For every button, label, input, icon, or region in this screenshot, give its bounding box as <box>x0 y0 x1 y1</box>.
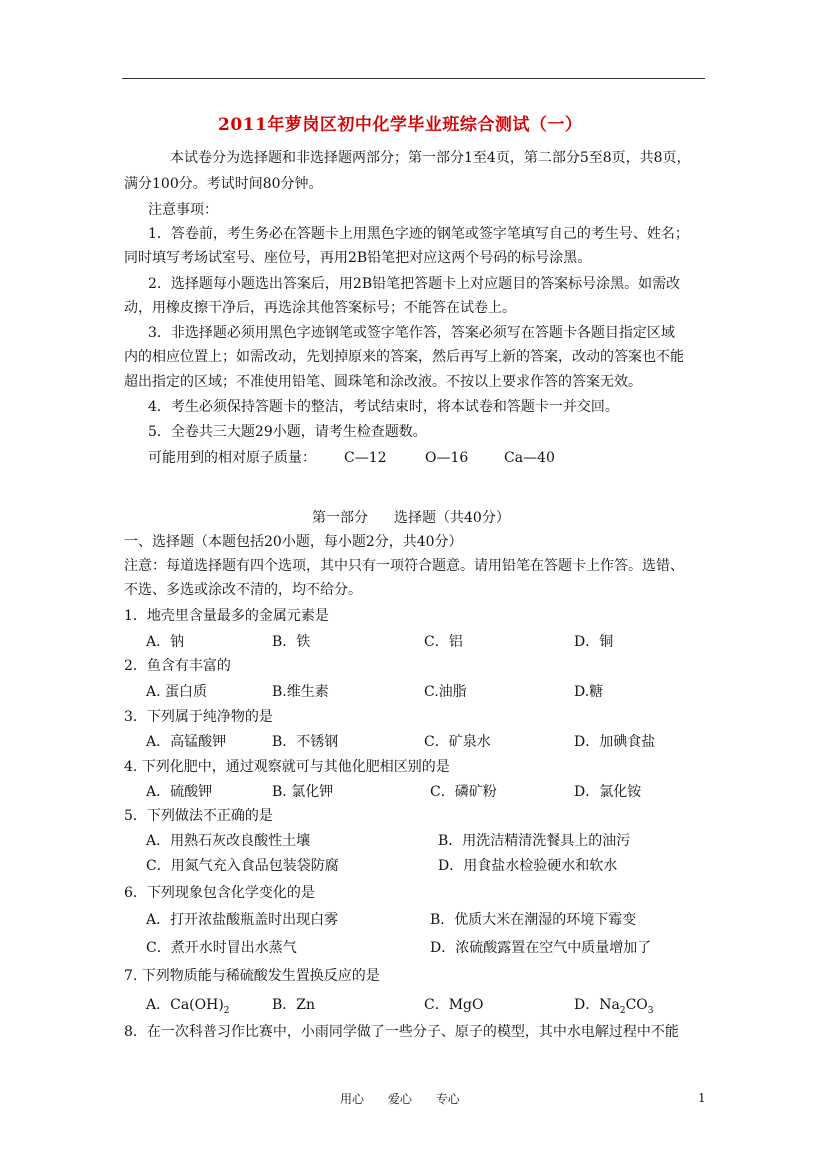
notice-line: 5．全卷共三大题29小题，请考生检查题数。 <box>148 424 427 440</box>
option-b: B．Zn <box>272 997 316 1013</box>
option-d: D．加碘食盐 <box>574 734 656 750</box>
atomic-mass-label: 可能用到的相对原子质量： <box>148 450 316 466</box>
notice-line: 2．选择题每小题选出答案后，用2B铅笔把答题卡上对应题目的答案标号涂黑。如需改 <box>148 276 681 292</box>
option-d: D．用食盐水检验硬水和软水 <box>438 858 618 874</box>
option-a: A．硫酸钾 <box>146 784 213 800</box>
option-c: C．MgO <box>424 997 484 1013</box>
footer-motto <box>340 1090 460 1107</box>
page-number: 1 <box>698 1091 706 1105</box>
option-c: C．用氮气充入食品包装袋防腐 <box>146 858 339 874</box>
subscript: 2 <box>619 1005 626 1016</box>
notice-line: 动，用橡皮擦干净后，再选涂其他答案标号；不能答在试卷上。 <box>124 300 516 316</box>
section-note: 注意：每道选择题有四个选项，其中只有一项符合题意。请用铅笔在答题卡上作答。选错、 <box>124 558 684 574</box>
notice-line: 1．答卷前，考生务必在答题卡上用黑色字迹的钢笔或签字笔填写自己的考生号、姓名； <box>148 226 689 242</box>
option-d-tail: CO <box>625 997 648 1013</box>
option-d: D．铜 <box>574 634 614 650</box>
question-stem: 2．鱼含有丰富的 <box>124 658 231 674</box>
section-heading: 一、选择题（本题包括20小题，每小题2分，共40分） <box>124 534 463 550</box>
notice-line: 同时填写考场试室号、座位号，再用2B铅笔把对应这两个号码的标号涂黑。 <box>124 250 592 266</box>
question-stem: 7. 下列物质能与稀硫酸发生置换反应的是 <box>124 968 380 984</box>
option-d: D．浓硫酸露置在空气中质量增加了 <box>430 940 652 956</box>
motto-word: 专心 <box>435 1092 460 1106</box>
option-c: C．铝 <box>424 634 463 650</box>
option-b: B．优质大米在潮湿的环境下霉变 <box>430 912 637 928</box>
exam-title: 2011年萝岗区初中化学毕业班综合测试（一） <box>218 115 583 135</box>
option-a: A．钠 <box>146 634 185 650</box>
subscript: 3 <box>647 1005 654 1016</box>
atomic-mass-value: Ca—40 <box>504 450 555 466</box>
option-a: A．打开浓盐酸瓶盖时出现白雾 <box>146 912 339 928</box>
option-b: B．用洗洁精清洗餐具上的油污 <box>438 833 631 849</box>
option-d: D.糖 <box>574 684 604 700</box>
option-a: A．用熟石灰改良酸性土壤 <box>146 833 311 849</box>
option-c: C．磷矿粉 <box>430 784 497 800</box>
intro-line-1: 本试卷分为选择题和非选择题两部分；第一部分1至4页，第二部分5至8页，共8页， <box>170 150 691 166</box>
question-stem: 3．下列属于纯净物的是 <box>124 709 273 725</box>
motto-word: 爱心 <box>387 1092 412 1106</box>
notice-line: 超出指定的区域；不准使用铅笔、圆珠笔和涂改液。不按以上要求作答的答案无效。 <box>124 374 642 390</box>
motto-word: 用心 <box>340 1092 365 1106</box>
part-label: 第一部分 <box>312 510 368 526</box>
question-stem: 4. 下列化肥中，通过观察就可与其他化肥相区别的是 <box>124 759 450 775</box>
notice-line: 3．非选择题必须用黑色字迹钢笔或签字笔作答，答案必须写在答题卡各题目指定区域 <box>148 325 675 341</box>
part-name: 选择题（共40分） <box>394 510 510 526</box>
option-c: C．煮开水时冒出水蒸气 <box>146 940 297 956</box>
header-rule <box>122 78 705 79</box>
option-d-text: D．Na <box>574 997 620 1013</box>
option-a: A. 蛋白质 <box>146 684 208 700</box>
question-stem: 6．下列现象包含化学变化的是 <box>124 885 315 901</box>
option-a <box>146 995 230 1021</box>
option-d: D．氯化铵 <box>574 784 642 800</box>
intro-line-2: 满分100分。考试时间80分钟。 <box>124 176 323 192</box>
option-a-text: A．Ca(OH) <box>146 997 224 1013</box>
atomic-mass-value: O—16 <box>425 450 469 466</box>
subscript: 2 <box>223 1005 230 1016</box>
option-d <box>574 995 654 1021</box>
notice-line: 内的相应位置上；如需改动，先划掉原来的答案，然后再写上新的答案，改动的答案也不能 <box>124 349 684 365</box>
question-stem: 8．在一次科普习作比赛中，小雨同学做了一些分子、原子的模型，其中水电解过程中不能 <box>124 1024 679 1040</box>
notice-line: 4．考生必须保持答题卡的整洁，考试结束时，将本试卷和答题卡一并交回。 <box>148 399 619 415</box>
option-c: C.油脂 <box>424 684 467 700</box>
option-a: A．高锰酸钾 <box>146 734 227 750</box>
option-b: B．铁 <box>272 634 311 650</box>
option-b: B. 氯化钾 <box>272 784 334 800</box>
question-stem: 1．地壳里含量最多的金属元素是 <box>124 608 329 624</box>
option-c: C．矿泉水 <box>424 734 491 750</box>
notice-heading: 注意事项： <box>148 202 218 218</box>
option-b: B．不锈钢 <box>272 734 339 750</box>
option-b: B.维生素 <box>272 684 329 700</box>
section-note: 不选、多选或涂改不清的，均不给分。 <box>124 582 362 598</box>
question-stem: 5．下列做法不正确的是 <box>124 808 273 824</box>
atomic-mass-value: C—12 <box>344 450 387 466</box>
